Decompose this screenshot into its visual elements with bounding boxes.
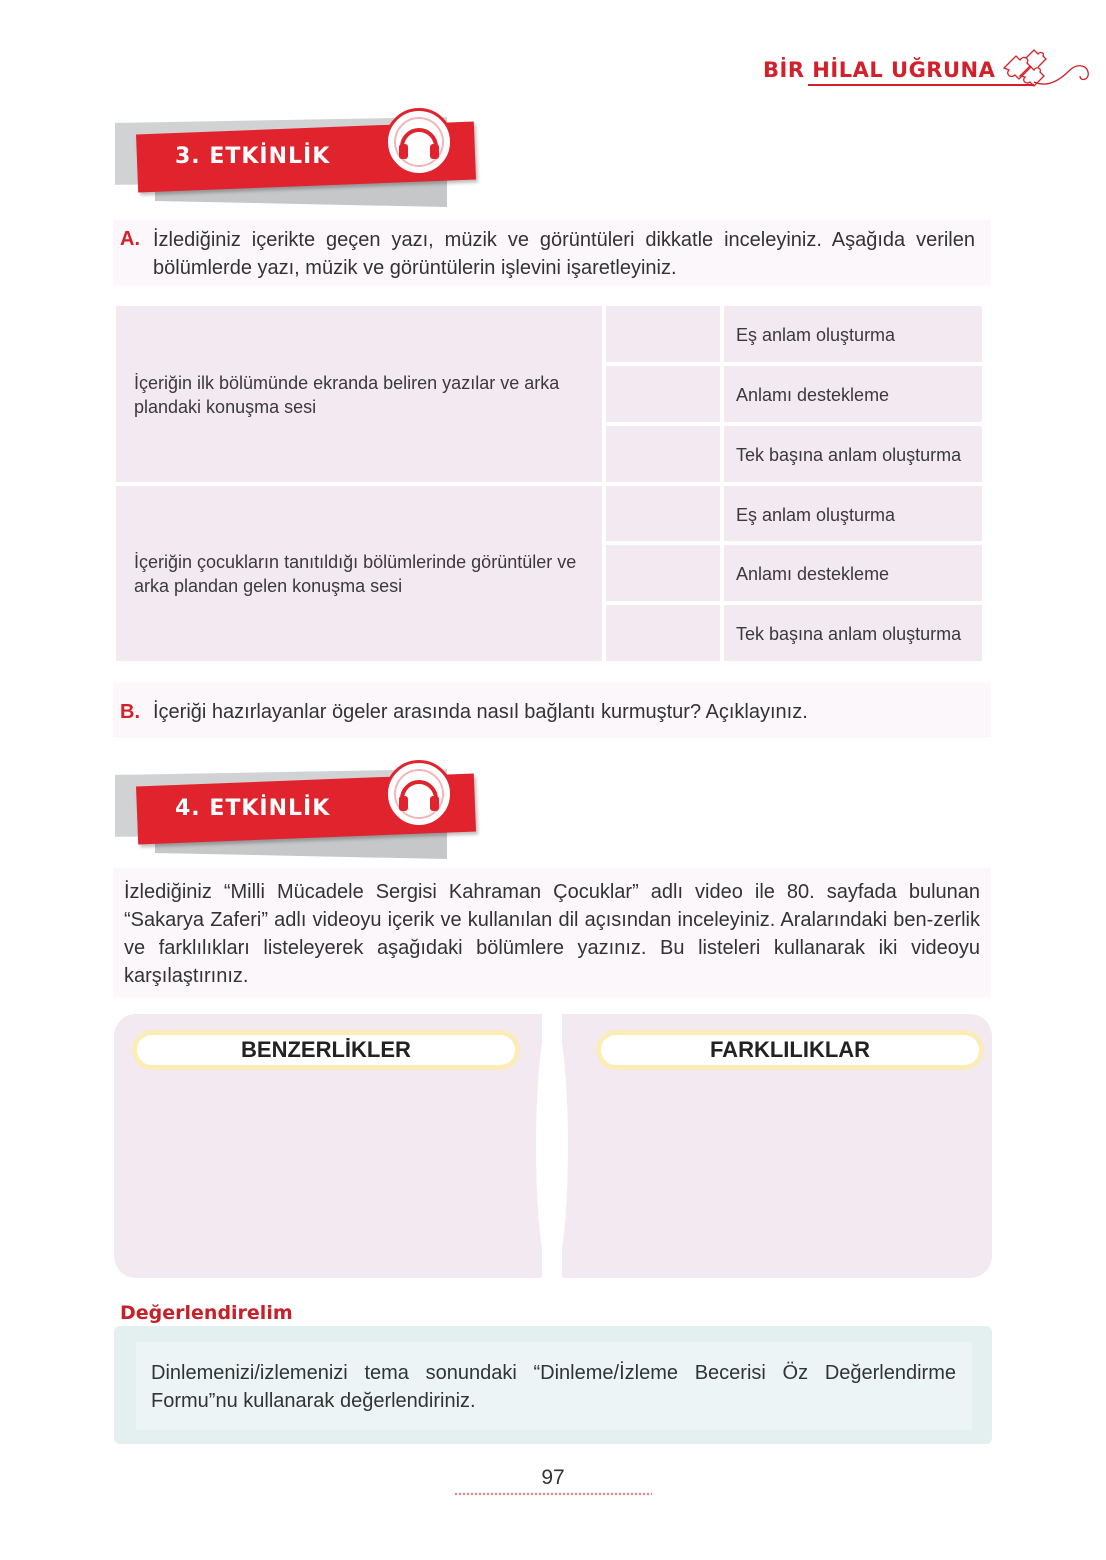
option-label: Eş anlam oluşturma [736, 325, 896, 345]
checkbox-cell[interactable] [606, 426, 720, 482]
part-a-instruction: İzlediğiniz içerikte geçen yazı, müzik ve görüntüleri dikkatle inceleyiniz. Aşağıda verilen bölümlerde yazı, müzik ve görüntülerin işlevini işaretleyiniz. [153, 229, 975, 279]
page-number-ornament [454, 1492, 652, 1496]
similarities-heading: BENZERLİKLER [132, 1030, 520, 1070]
option-label: Anlamı destekleme [736, 564, 890, 584]
activity-4-title: 4. ETKİNLİK [175, 796, 331, 821]
activity-4-banner [115, 768, 485, 863]
checkbox-cell[interactable] [606, 366, 720, 422]
activity-3-title: 3. ETKİNLİK [175, 144, 331, 169]
panel-divider [536, 1014, 568, 1278]
option-label: Tek başına anlam oluşturma [736, 624, 962, 644]
book-title: BİR HİLAL UĞRUNA [763, 58, 996, 82]
checkbox-cell[interactable] [606, 306, 720, 362]
page-number: 97 [541, 1466, 565, 1489]
evaluation-text: Dinlemenizi/izlemenizi tema sonundaki “Dinleme/İzleme Becerisi Öz Değerlendirme Formu”nu kullanarak değerlendiriniz. [151, 1362, 956, 1412]
puzzle-icon [996, 38, 1096, 102]
option-label: Tek başına anlam oluşturma [736, 445, 962, 465]
headphones-icon [385, 108, 453, 176]
headphones-icon [385, 760, 453, 828]
activity-3-banner [115, 116, 485, 211]
checkbox-cell[interactable] [606, 545, 720, 601]
option-label: Anlamı destekleme [736, 385, 890, 405]
part-b-question: İçeriği hazırlayanlar ögeler arasında nasıl bağlantı kurmuştur? Açıklayınız. [153, 701, 808, 723]
differences-heading: FARKLILIKLAR [596, 1030, 984, 1070]
activity-4-instruction: İzlediğiniz “Milli Mücadele Sergisi Kahraman Çocuklar” adlı video ile 80. sayfada bulunan “Sakarya Zaferi” adlı videoyu içerik ve kullanılan dil açısından inceleyiniz. Aralarındaki ben-zerlik ve farklılıkları listeleyerek aşağıdaki bölümlere yazınız. Bu listeleri kullanarak iki videoyu karşılaştırınız. [124, 881, 980, 987]
table-row-1-description: İçeriğin ilk bölümünde ekranda beliren yazılar ve arka plandaki konuşma sesi [134, 373, 560, 417]
part-a-letter: A. [120, 228, 140, 250]
checkbox-cell[interactable] [606, 486, 720, 541]
evaluation-title: Değerlendirelim [120, 1302, 293, 1324]
table-row-2-description: İçeriğin çocukların tanıtıldığı bölümlerinde görüntüler ve arka plandan gelen konuşma sesi [134, 552, 577, 596]
option-label: Eş anlam oluşturma [736, 505, 896, 525]
checkbox-cell[interactable] [606, 605, 720, 661]
part-b-letter: B. [120, 701, 140, 723]
